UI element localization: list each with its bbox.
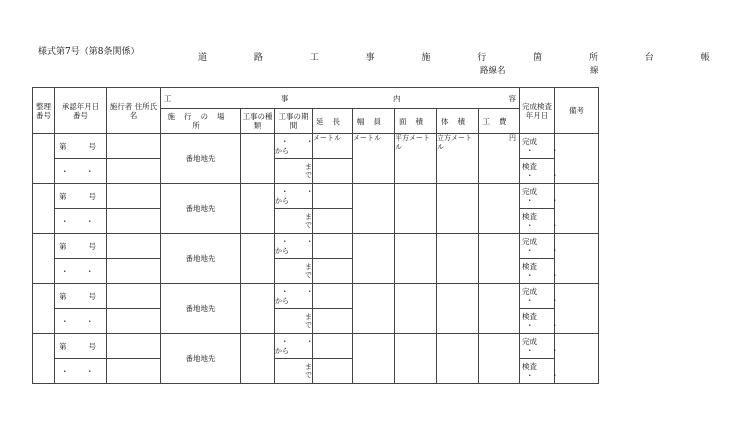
header-sekousha: 施行者 住所氏名 [107,88,161,134]
koji-shurui-cell[interactable] [241,234,275,284]
ledger-row-upper [33,134,599,159]
seiri-bango-cell[interactable] [33,184,55,234]
fukuin-cell[interactable] [353,184,395,234]
encho-cell[interactable] [313,209,353,234]
header-row-1 [33,88,599,109]
fukuin-cell[interactable] [353,234,395,284]
approval-number-cell[interactable]: 第 号 [55,284,107,309]
encho-cell[interactable] [313,159,353,184]
location-cell[interactable]: 番地地先 [161,184,241,234]
kensa-cell[interactable]: 検査 ・ ・ [520,259,555,284]
period-start-cell[interactable]: ・ ・ から [275,334,313,359]
koji-shurui-cell[interactable] [241,334,275,384]
encho-cell[interactable] [313,334,353,359]
kansei-cell[interactable]: 完成 ・ ・ [520,184,555,209]
header-taiseki: 体積 [437,109,479,134]
period-end-cell[interactable]: まで [275,359,313,384]
location-cell[interactable]: 番地地先 [161,234,241,284]
approval-number-cell[interactable]: 第 号 [55,134,107,159]
seiri-bango-cell[interactable] [33,284,55,334]
period-start-cell[interactable]: ・ ・ から [275,284,313,309]
document-title: 道 路 工 事 施 行 箇 所 台 帳 [198,53,732,63]
encho-cell[interactable] [313,284,353,309]
unit-meter-cell: メートル [313,134,353,159]
approval-date-cell[interactable]: ・ ・ [55,159,107,184]
sekousha-cell-2[interactable] [107,259,161,284]
approval-number-cell[interactable]: 第 号 [55,184,107,209]
kohi-cell[interactable] [479,184,520,234]
sekousha-cell[interactable] [107,234,161,259]
approval-number-cell[interactable]: 第 号 [55,234,107,259]
header-biko: 備考 [555,88,599,134]
route-suffix-label: 線 [590,66,599,76]
koji-shurui-cell[interactable] [241,184,275,234]
koji-shurui-cell[interactable] [241,134,275,184]
kansei-cell[interactable]: 完成 ・ ・ [520,134,555,159]
location-cell[interactable]: 番地地先 [161,334,241,384]
period-start-cell[interactable]: ・ ・ から [275,134,313,159]
kohi-cell[interactable] [479,234,520,284]
sekousha-cell[interactable] [107,184,161,209]
header-fukuin: 幅員 [353,109,395,134]
form-number-label: 様式第7号（第8条関係） [38,47,140,57]
sekousha-cell[interactable] [107,284,161,309]
seiri-bango-cell[interactable] [33,334,55,384]
approval-date-cell[interactable]: ・ ・ [55,309,107,334]
sekousha-cell-2[interactable] [107,159,161,184]
sekousha-cell[interactable] [107,134,161,159]
header-seiri-bango: 整理番号 [33,88,55,134]
header-koji-kikan: 工事の期間 [275,109,313,134]
header-menseki: 面積 [395,109,437,134]
period-end-cell[interactable]: まで [275,159,313,184]
unit-meter-cell: メートル [353,134,395,184]
encho-cell[interactable] [313,234,353,259]
fukuin-cell[interactable] [353,334,395,384]
menseki-cell[interactable] [395,234,437,284]
location-cell[interactable]: 番地地先 [161,284,241,334]
kensa-cell[interactable]: 検査 ・ ・ [520,159,555,184]
menseki-cell[interactable] [395,184,437,234]
seiri-bango-cell[interactable] [33,234,55,284]
encho-cell[interactable] [313,359,353,384]
kohi-cell[interactable] [479,334,520,384]
road-works-ledger-table [32,87,599,384]
ledger-row-upper [33,334,599,359]
taiseki-cell[interactable] [437,184,479,234]
kansei-cell[interactable]: 完成 ・ ・ [520,284,555,309]
approval-date-cell[interactable]: ・ ・ [55,359,107,384]
kansei-cell[interactable]: 完成 ・ ・ [520,234,555,259]
header-koji-shurui: 工事の種類 [241,109,275,134]
unit-cu-meter-cell: 立方メートル [437,134,479,184]
approval-date-cell[interactable]: ・ ・ [55,259,107,284]
ledger-row-upper [33,234,599,259]
unit-sq-meter-cell: 平方メートル [395,134,437,184]
sekousha-cell[interactable] [107,334,161,359]
fukuin-cell[interactable] [353,284,395,334]
location-cell[interactable]: 番地地先 [161,134,241,184]
taiseki-cell[interactable] [437,284,479,334]
period-end-cell[interactable]: まで [275,209,313,234]
koji-shurui-cell[interactable] [241,284,275,334]
header-kohi: 工費 [479,109,520,134]
header-work-content: 工 事 内 容 [161,88,520,109]
sekousha-cell-2[interactable] [107,309,161,334]
encho-cell[interactable] [313,184,353,209]
sekousha-cell-2[interactable] [107,209,161,234]
kansei-cell[interactable]: 完成 ・ ・ [520,334,555,359]
ledger-row-upper [33,284,599,309]
taiseki-cell[interactable] [437,234,479,284]
menseki-cell[interactable] [395,284,437,334]
header-sekou-basho: 施行の場所 [161,109,241,134]
kensa-cell[interactable]: 検査 ・ ・ [520,209,555,234]
ledger-row-upper [33,184,599,209]
taiseki-cell[interactable] [437,334,479,384]
menseki-cell[interactable] [395,334,437,384]
period-start-cell[interactable]: ・ ・ から [275,234,313,259]
encho-cell[interactable] [313,259,353,284]
kensa-cell[interactable]: 検査 ・ ・ [520,359,555,384]
route-name-label: 路線名 [480,66,506,76]
period-end-cell[interactable]: まで [275,259,313,284]
unit-yen-cell: 円 [479,134,520,184]
header-encho: 延長 [313,109,353,134]
encho-cell[interactable] [313,309,353,334]
header-kansei-kensa: 完成検査 年月日 [520,88,555,134]
kensa-cell[interactable]: 検査 ・ ・ [520,309,555,334]
header-shonin: 承認年月日 番号 [55,88,107,134]
period-end-cell[interactable]: まで [275,309,313,334]
kohi-cell[interactable] [479,284,520,334]
approval-number-cell[interactable]: 第 号 [55,334,107,359]
period-start-cell[interactable]: ・ ・ から [275,184,313,209]
approval-date-cell[interactable]: ・ ・ [55,209,107,234]
sekousha-cell-2[interactable] [107,359,161,384]
seiri-bango-cell[interactable] [33,134,55,184]
